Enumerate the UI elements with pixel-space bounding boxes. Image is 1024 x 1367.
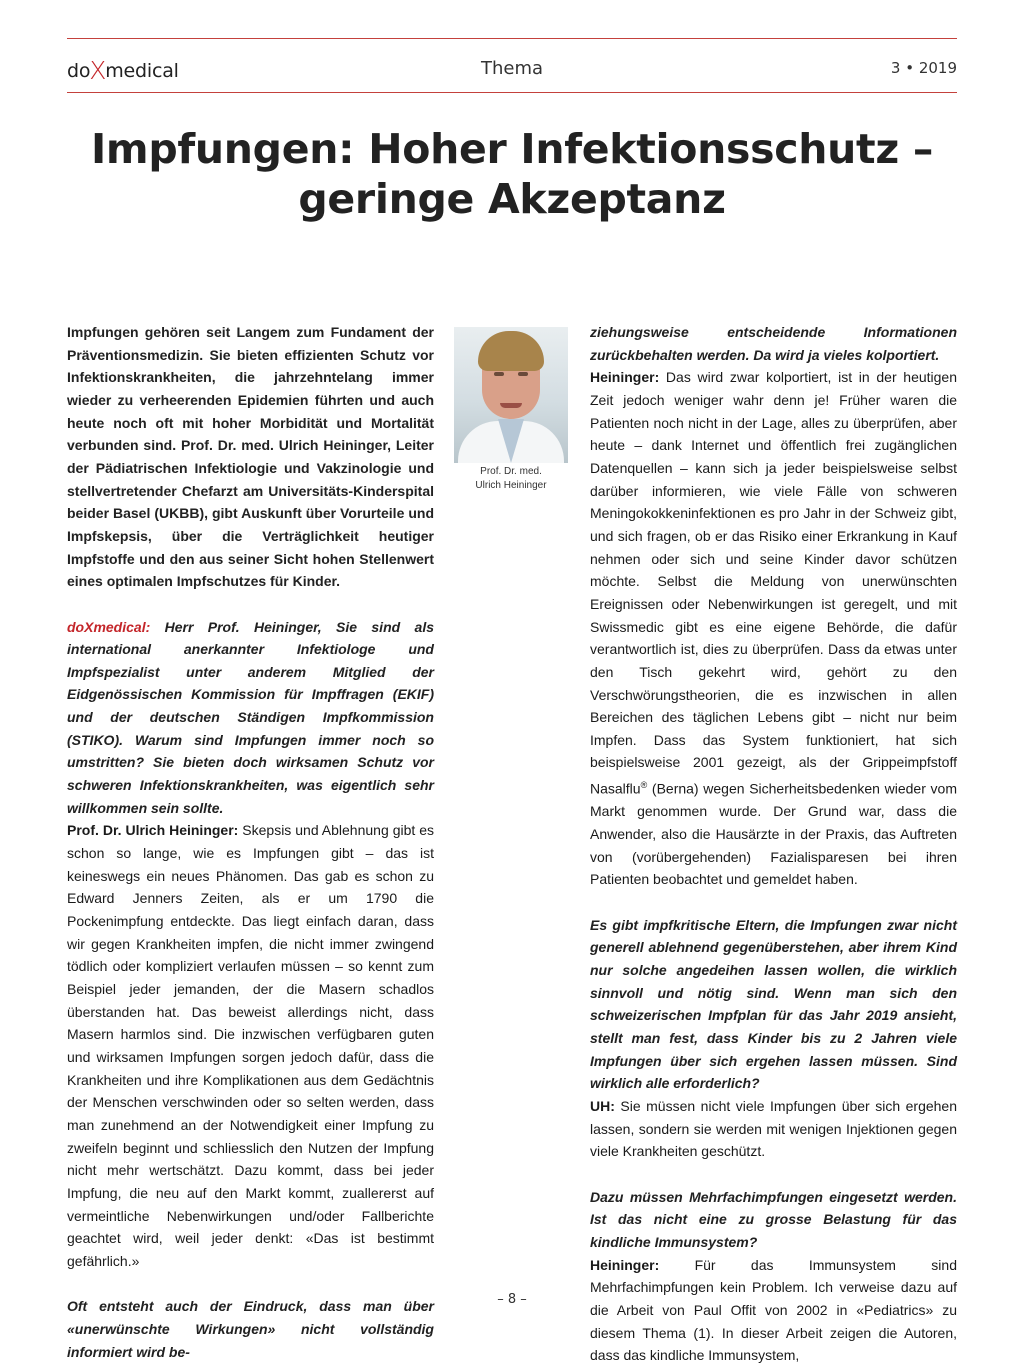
header-top-rule <box>67 38 957 39</box>
answer-2: Heininger: Das wird zwar kolportiert, ist in der heutigen Zeit jedoch weniger wahr denn je! Früher waren die Patienten noch nicht in der Lage, alles zu überprüfen, aber heute – dank Internet und öffentlich frei zugänglichen Datenquellen – kann sich ja jeder beispielsweise selbst darüber informieren, wie viele Fälle von schweren Meningokokkeninfektionen es pro Jahr in der Schweiz gibt, und sich fragen, ob er das Risiko einer Erkrankung in Kauf nehmen oder sich und seine Kinder davor schützen möchte. Selbst die Meldung von unerwünschten Ereignissen oder Nebenwirkungen ist geregelt, und mit Swissmedic gibt es eine eigene Behörde, die dafür verantwortlich ist, dies zu überprüfen. Dass da etwas unter den Tisch gekehrt wird, gehört zu den Verschwörungstheorien, die es inzwischen in allen Bereichen des täglichen Lebens gibt – nicht nur beim Impfen. Dass das System funktioniert, hat sich beispielsweise 2001 gezeigt, als der Grippeimpfstoff Nasalflu® (Berna) wegen Sicherheitsbedenken wieder vom Markt genommen wurde. Der Grund war, dass die Anwender, also die Hausärzte in der Praxis, das Auftreten von (vorübergehenden) Fazialisparesen bei ihren Patienten beobachtet und gemeldet haben. <box>590 369 958 888</box>
section-label: Thema <box>480 58 544 79</box>
doxmedical-logo: doXmedical <box>67 56 179 85</box>
question-1: doXmedical: Herr Prof. Heininger, Sie sind als international anerkannter Infektiologe und Impfspezialist unter anderem Mitglied der Eidgenössischen Kommission für Impffragen (EKIF) und der deutschen Ständigen Impfkommission (STIKO). Warum sind Impfungen immer noch so umstritten? Sie bieten doch wirksamen Schutz vor schweren Infektionskrankheiten, was eigentlich sehr willkommen sein sollte. <box>67 618 434 816</box>
left-column <box>67 321 434 1363</box>
answer-4: Heininger: Für das Immunsystem sind Mehrfachimpfungen kein Problem. Ich verweise dazu auf die Arbeit von Paul Offit von 2002 in «Pediatrics» zu diesem Thema (1). In dieser Arbeit zeigen die Autoren, dass das kindliche Immunsystem, <box>590 1256 957 1364</box>
page-number: – 8 – <box>497 1292 527 1307</box>
lead-paragraph: Impfungen gehören seit Langem zum Fundament der Präventionsmedizin. Sie bieten effizienten Schutz vor Infektionskrankheiten, die jahrzehntelang immer wieder zu verheerenden Epidemien führten und auch heute noch oft mit hoher Morbidität und Mortalität verbunden sind. Prof. Dr. med. Ulrich Heininger, Leiter der Pädiatrischen Infektiologie und Vakzinologie und stellvertretender Chefarzt am Universitäts-Kinderspital beider Basel (UKBB), gibt Auskunft über Vorurteile und Impfskepsis, über die Verträglichkeit heutiger Impfstoffe und den aus seiner Sicht hohen Stellenwert eines optimalen Impfschutzes für Kinder. <box>67 324 434 590</box>
speaker-label: Heininger: <box>590 369 660 386</box>
answer-3: UH: Sie müssen nicht viele Impfungen über sich ergehen lassen, sondern sie werden mit wenigen Injektionen gegen viele Krankheiten geschützt. <box>590 1097 958 1160</box>
speaker-label: UH: <box>590 1097 615 1114</box>
question-4: Dazu müssen Mehrfachimpfungen eingesetzt werden. Ist das nicht eine zu grosse Belastung für das kindliche Immunsystem? <box>590 1188 957 1250</box>
question-2-start: Oft entsteht auch der Eindruck, dass man über «unerwünschte Wirkungen» nicht vollständig informiert wird be- <box>67 1298 434 1360</box>
header-bottom-rule <box>67 92 957 93</box>
right-column <box>590 321 957 1367</box>
photo-caption: Prof. Dr. med. Ulrich Heininger <box>475 466 547 491</box>
question-2-end: ziehungsweise entscheidende Informationen zurückbehalten werden. Da wird ja vieles kolportiert. <box>590 324 957 363</box>
article-title: Impfungen: Hoher Infektionsschutz – geringe Akzeptanz <box>90 125 934 223</box>
question-3: Es gibt impfkritische Eltern, die Impfungen zwar nicht generell ablehnend gegenüberstehen, aber ihrem Kind nur solche angedeihen lassen wollen, die wirklich sinnvoll und nötig sind. Wenn man sich den schweizerischen Impfplan für das Jahr 2019 ansieht, stellt man fest, dass Kinder bis zu 2 Jahren viele Impfungen über sich ergehen lassen müssen. Sind wirklich alle erforderlich? <box>590 916 957 1092</box>
answer-1: Prof. Dr. Ulrich Heininger: Skepsis und Ablehnung gibt es schon so lange, wie es Impfungen gibt – das ist keineswegs ein neues Phänomen. Das gab es schon zu Edward Jenners Zeiten, als er um 1790 die Pockenimpfung entdeckte. Das liegt einfach daran, dass wir gegen Krankheiten impfen, die nicht immer zwingend tödlich oder kompliziert verlaufen müssen – so kennt zum Beispiel jeder jemanden, der die Masern schadlos überstanden hat. Das beweist allerdings nicht, dass Masern harmlos sind. Die inzwischen verfügbaren guten und wirksamen Impfungen sorgen jedoch dafür, dass die Krankheiten und ihre Komplikationen aus dem Gedächtnis der Menschen verschwinden oder so selten werden, dass man zunehmend an der Notwendigkeit einer Impfung zu zweifeln beginnt und schliesslich den Nutzen der Impfung nicht mehr wertschätzt. Dazu kommt, dass bei jeder Impfung, die neu auf den Markt kommt, zuallererst auf vermeintliche Nebenwirkungen und/oder Fallberichte geachtet wird, weil jeder denkt: «Das ist bestimmt gefährlich.» <box>67 822 434 1269</box>
interviewer-label: doXmedical: <box>67 618 151 635</box>
speaker-label: Prof. Dr. Ulrich Heininger: <box>67 822 239 839</box>
portrait-photo <box>454 327 568 463</box>
page-header <box>67 52 957 88</box>
speaker-label: Heininger: <box>590 1256 660 1273</box>
issue-number: 3 • 2019 <box>890 59 957 77</box>
